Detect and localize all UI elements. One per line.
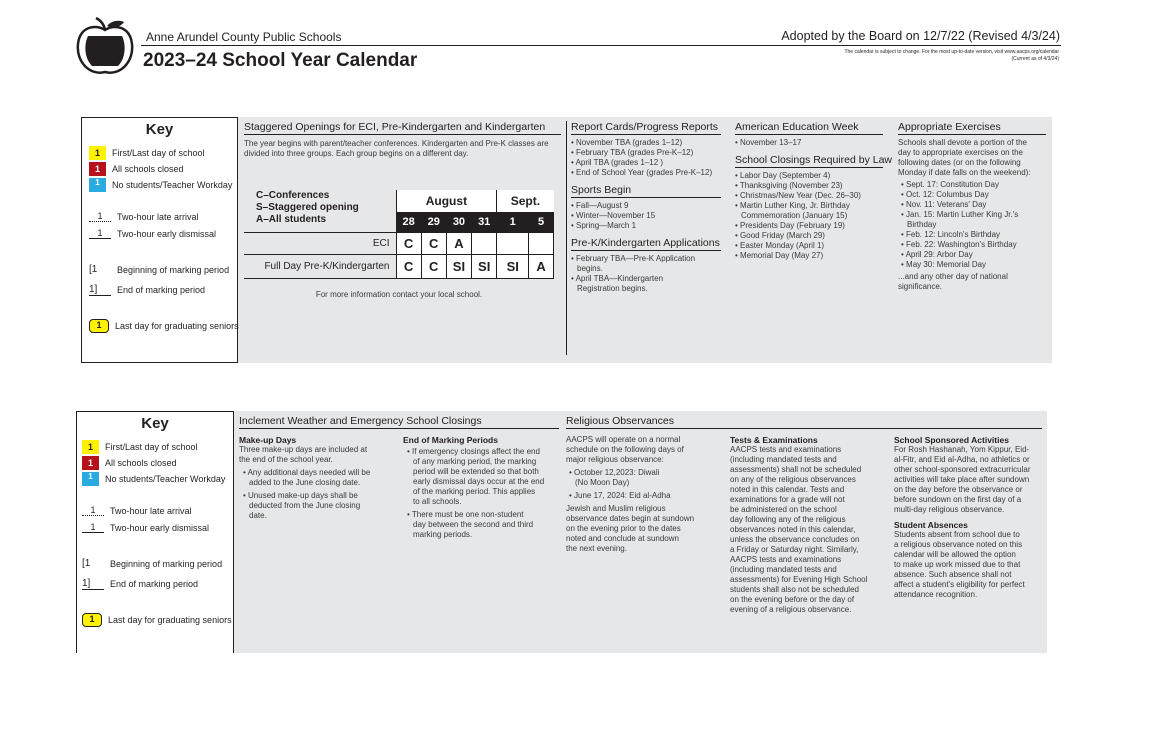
paragraph-line: Three make-up days are included at [239,445,368,454]
cal-cell [472,232,497,254]
list-item: • April TBA—Kindergarten [571,274,664,283]
list-item: of any marking period, the marking [413,457,537,466]
blue-swatch: 1 [89,178,106,192]
paragraph-line: day to appropriate exercises on the [898,148,1023,157]
aew-heading: American Education Week [735,121,883,135]
key-label: First/Last day of school [105,442,198,452]
paragraph-line: before sundown on the first day of a [894,495,1022,504]
day-cell: 5 [529,212,554,232]
header-rule [141,45,1061,46]
list-item: • Nov. 11: Veterans' Day [901,200,987,209]
legend-staggered: S–Staggered opening [256,202,359,213]
key-label: Last day for graduating seniors [108,615,232,625]
tests-column [730,435,880,615]
calendar-note-line2: (Current as of 4/3/24) [1011,56,1059,62]
list-item: begins. [577,264,603,273]
list-item: • February TBA—Pre-K Application [571,254,696,263]
report-cards-heading: Report Cards/Progress Reports [571,121,721,135]
list-item: • Jan. 15: Martin Luther King Jr.'s [901,210,1019,219]
key-label: Beginning of marking period [110,558,223,569]
paragraph-line: absence. Such absence shall not [894,570,1012,579]
eomp-heading: End of Marking Periods [403,435,498,445]
list-item: • Thanksgiving (November 23) [735,181,843,190]
key-label: Two-hour late arrival [117,211,199,222]
key-grad [82,613,232,627]
dotted-underline-icon: 1 [89,211,111,222]
list-item: • Martin Luther King, Jr. Birthday [735,201,850,210]
report-cards-section [571,121,721,294]
cal-cell: A [529,254,554,278]
prek-apps-heading: Pre-K/Kindergarten Applications [571,237,720,249]
day-cell: 1 [497,212,529,232]
list-item: date. [249,511,267,520]
paragraph-line: students shall also not be scheduled [730,585,859,594]
list-item: • Spring—March 1 [571,221,637,230]
day-cell: 31 [472,212,497,232]
makeup-heading: Make-up Days [239,435,297,445]
list-item: of the marking period. This applies [413,487,536,496]
list-item: • Feb. 22: Washington's Birthday [901,240,1017,249]
sports-heading: Sports Begin [571,184,721,198]
paragraph-line: schedule on the following days of [566,445,684,454]
key-title: Key [141,415,169,432]
list-item: • November TBA (grades 1–12) [571,138,683,147]
list-item: • February TBA (grades Pre-K–12) [571,148,694,157]
underline-icon: 1 [89,228,111,239]
day-cell: 30 [446,212,471,232]
column-divider [566,121,567,355]
month-august: August [396,190,497,212]
day-cell: 29 [421,212,446,232]
cal-cell: C [421,254,446,278]
list-item: • Fall—August 9 [571,201,629,210]
yellow-swatch: 1 [89,146,106,160]
list-item: to all schools. [413,497,462,506]
list-item: Birthday [907,220,937,229]
paragraph-line: Jewish and Muslim religious [566,504,666,513]
key-label: End of marking period [117,285,206,295]
key-label: Two-hour late arrival [110,505,192,516]
cal-cell: C [396,254,421,278]
cal-cell: SI [472,254,497,278]
paragraph-line: Students absent from school due to [894,530,1020,539]
key-title: Key [145,121,174,138]
paragraph-line: the next evening. [566,544,627,553]
paragraph-line: noted in this calendar. Tests and [730,485,845,494]
list-item: marking periods. [413,530,473,539]
month-sept: Sept. [497,190,554,212]
cal-cell: A [446,232,471,254]
paragraph-line: evening of a religious observance. [730,605,852,614]
activities-heading: School Sponsored Activities [894,435,1009,445]
paragraph-line: major religious observance: [566,455,664,464]
paragraph-line: (including mandated tests and [730,565,837,574]
key-workday [89,178,232,192]
list-item: • Winter—November 15 [571,211,656,220]
paragraph-line: (including mandated tests and [730,455,837,464]
paragraph-line: AACPS tests and examinations [730,445,842,454]
eomp-section [403,435,553,540]
org-name: Anne Arundel County Public Schools [146,30,342,44]
list-item: period will be extended so that both [413,467,539,476]
key-label: All schools closed [112,164,184,174]
paragraph-line: a religious observance noted on this [894,540,1023,549]
paragraph-line: For Rosh Hashanah, Yom Kippur, Eid- [894,445,1030,454]
paragraph-line: noted and conclude at sundown [566,534,679,543]
aacps-apple-logo [74,16,136,78]
left-bracket-icon: [1 [89,264,98,275]
paragraph-line: AACPS will operate on a normal [566,435,681,444]
weather-section [239,415,559,429]
key-first-last [82,440,198,454]
cal-cell: SI [446,254,471,278]
list-item: • Oct. 12: Columbus Day [901,190,989,199]
key-label: Beginning of marking period [117,264,230,275]
list-item: added to the June closing date. [249,478,361,487]
paragraph-line: significance. [898,282,943,291]
key-early [89,228,216,239]
cal-cell [497,232,529,254]
key-label: End of marking period [110,579,199,589]
paragraph-line: on the evening prior to the dates [566,524,681,533]
paragraph-line: unless the observance concludes on [730,535,860,544]
paragraph-line: following dates (or on the following [898,158,1021,167]
list-item: deducted from the June closing [249,501,361,510]
key-box-lower [76,411,234,653]
list-item: • Good Friday (March 29) [735,231,825,240]
day-cell: 28 [396,212,421,232]
key-closed [89,162,184,176]
key-closed [82,456,177,470]
list-item: Registration begins. [577,284,648,293]
paragraph-line: the end of the school year. [239,455,333,464]
paragraph-line: examinations for a grade will not [730,495,845,504]
list-item: • Easter Monday (April 1) [735,241,825,250]
table-row [244,232,554,254]
paragraph-line: affect a student's eligibility for perfect [894,580,1025,589]
key-label: No students/Teacher Workday [105,474,226,484]
list-item: • Christmas/New Year (Dec. 26–30) [735,191,861,200]
adopted-date: Adopted by the Board on 12/7/22 (Revised 4/3/24) [781,29,1060,43]
closings-heading: School Closings Required by Law [735,154,893,166]
list-item: • Labor Day (September 4) [735,171,831,180]
paragraph-line: day following any of the religious [730,515,846,524]
religious-section [566,415,1042,429]
calendar-note-line1: The calendar is subject to change. For the most up-to-date version, visit www.aacps.org/calendar [844,49,1059,55]
cal-cell: SI [497,254,529,278]
calendar-note [844,49,1059,63]
paragraph-line: Monday if date falls on the weekend): [898,168,1031,177]
paragraph-line: assessments) shall not be scheduled [730,465,862,474]
rounded-yellow-icon: 1 [89,319,109,333]
red-swatch: 1 [89,162,106,176]
list-item: • End of School Year (grades Pre-K–12) [571,168,713,177]
red-swatch: 1 [82,456,99,470]
left-bracket-icon: [1 [82,558,91,569]
weather-heading: Inclement Weather and Emergency School Closings [239,415,559,429]
list-item: • May 30: Memorial Day [901,260,987,269]
aew-section [735,121,893,261]
key-begin [89,264,229,275]
key-label: Last day for graduating seniors [115,321,239,331]
paragraph-line: other school-sponsored extracurricular [894,465,1031,474]
list-item: • April 29: Arbor Day [901,250,973,259]
cal-cell: C [396,232,421,254]
staggered-calendar [244,190,554,279]
paragraph-line: calendar will be allowed the option [894,550,1016,559]
list-item: • April TBA (grades 1–12 ) [571,158,664,167]
staggered-section [244,121,561,159]
religious-intro-column [566,435,716,554]
key-label: First/Last day of school [112,148,205,158]
exercises-heading: Appropriate Exercises [898,121,1046,135]
dotted-underline-icon: 1 [82,505,104,516]
list-item: • Memorial Day (May 27) [735,251,824,260]
cal-cell [529,232,554,254]
cal-cell: C [421,232,446,254]
paragraph-line: be administered on the school [730,505,837,514]
list-item: • There must be one non-student [407,510,524,519]
list-item: • Presidents Day (February 19) [735,221,845,230]
paragraph-line: observance dates begin at sundown [566,514,695,523]
paragraph-line: on the evening before or the day of [730,595,855,604]
list-item: Commemoration (January 15) [741,211,848,220]
paragraph-line: observances noted in this calendar, [730,525,856,534]
staggered-footer: For more information contact your local school. [315,290,483,299]
row-label: Full Day Pre-K/Kindergarten [244,254,396,278]
paragraph-line: multi-day religious observance. [894,505,1005,514]
table-row [244,254,554,278]
list-item: early dismissal days occur at the end [413,477,545,486]
list-item: • Unused make-up days shall be [243,491,358,500]
rounded-yellow-icon: 1 [82,613,102,627]
paragraph-line: to make up work missed due to that [894,560,1021,569]
key-workday [82,472,225,486]
key-early [82,522,209,533]
underline-icon: 1 [82,522,104,533]
staggered-intro: The year begins with parent/teacher conferences. Kindergarten and Pre-K classes are divided into three groups. Each group begins on a different day. [244,139,549,158]
paragraph-line: assessments) for Evening High School [730,575,868,584]
tests-heading: Tests & Examinations [730,435,818,445]
religious-heading: Religious Observances [566,415,1042,429]
key-late [82,505,192,516]
legend-all: A–All students [256,214,327,225]
right-bracket-icon: 1] [89,284,111,296]
paragraph-line: attendance recognition. [894,590,978,599]
legend-conferences: C–Conferences [256,190,330,201]
blue-swatch: 1 [82,472,99,486]
paragraph-line: AACPS tests and examinations [730,555,842,564]
key-label: Two-hour early dismissal [117,228,217,239]
key-label: All schools closed [105,458,177,468]
list-item: • June 17, 2024: Eid al-Adha [569,491,671,500]
list-item: • October 12,2023: Diwali [569,468,660,477]
list-item: • If emergency closings affect the end [407,447,540,456]
right-bracket-icon: 1] [82,578,104,590]
paragraph-line: ...and any other day of national [898,272,1008,281]
row-label: ECI [244,232,396,254]
key-box-upper [81,117,238,363]
yellow-swatch: 1 [82,440,99,454]
key-end [82,578,198,590]
key-begin [82,558,222,569]
makeup-section [239,435,389,521]
paragraph-line: al-Fitr, and Eid al-Adha, no athletics or [894,455,1030,464]
list-item: day between the second and third [413,520,534,529]
key-label: Two-hour early dismissal [110,522,210,533]
staggered-heading: Staggered Openings for ECI, Pre-Kindergarten and Kindergarten [244,121,561,135]
list-item: • November 13–17 [735,138,802,147]
key-label: No students/Teacher Workday [112,180,233,190]
page-title: 2023–24 School Year Calendar [143,50,418,71]
paragraph-line: activities will take place after sundown [894,475,1030,484]
paragraph-line: a Friday or Saturday night. Similarly, [730,545,859,554]
paragraph-line: on the day before the observance or [894,485,1023,494]
list-item: (No Moon Day) [575,478,630,487]
key-grad [89,319,239,333]
paragraph-line: Schools shall devote a portion of the [898,138,1027,147]
paragraph-line: on any of the religious observances [730,475,856,484]
list-item: • Sept. 17: Constitution Day [901,180,999,189]
absences-heading: Student Absences [894,520,968,530]
exercises-section [898,121,1046,292]
key-late [89,211,199,222]
key-end [89,284,205,296]
list-item: • Feb. 12: Lincoln's Birthday [901,230,1001,239]
list-item: • Any additional days needed will be [243,468,371,477]
key-first-last [89,146,205,160]
activities-column [894,435,1044,600]
